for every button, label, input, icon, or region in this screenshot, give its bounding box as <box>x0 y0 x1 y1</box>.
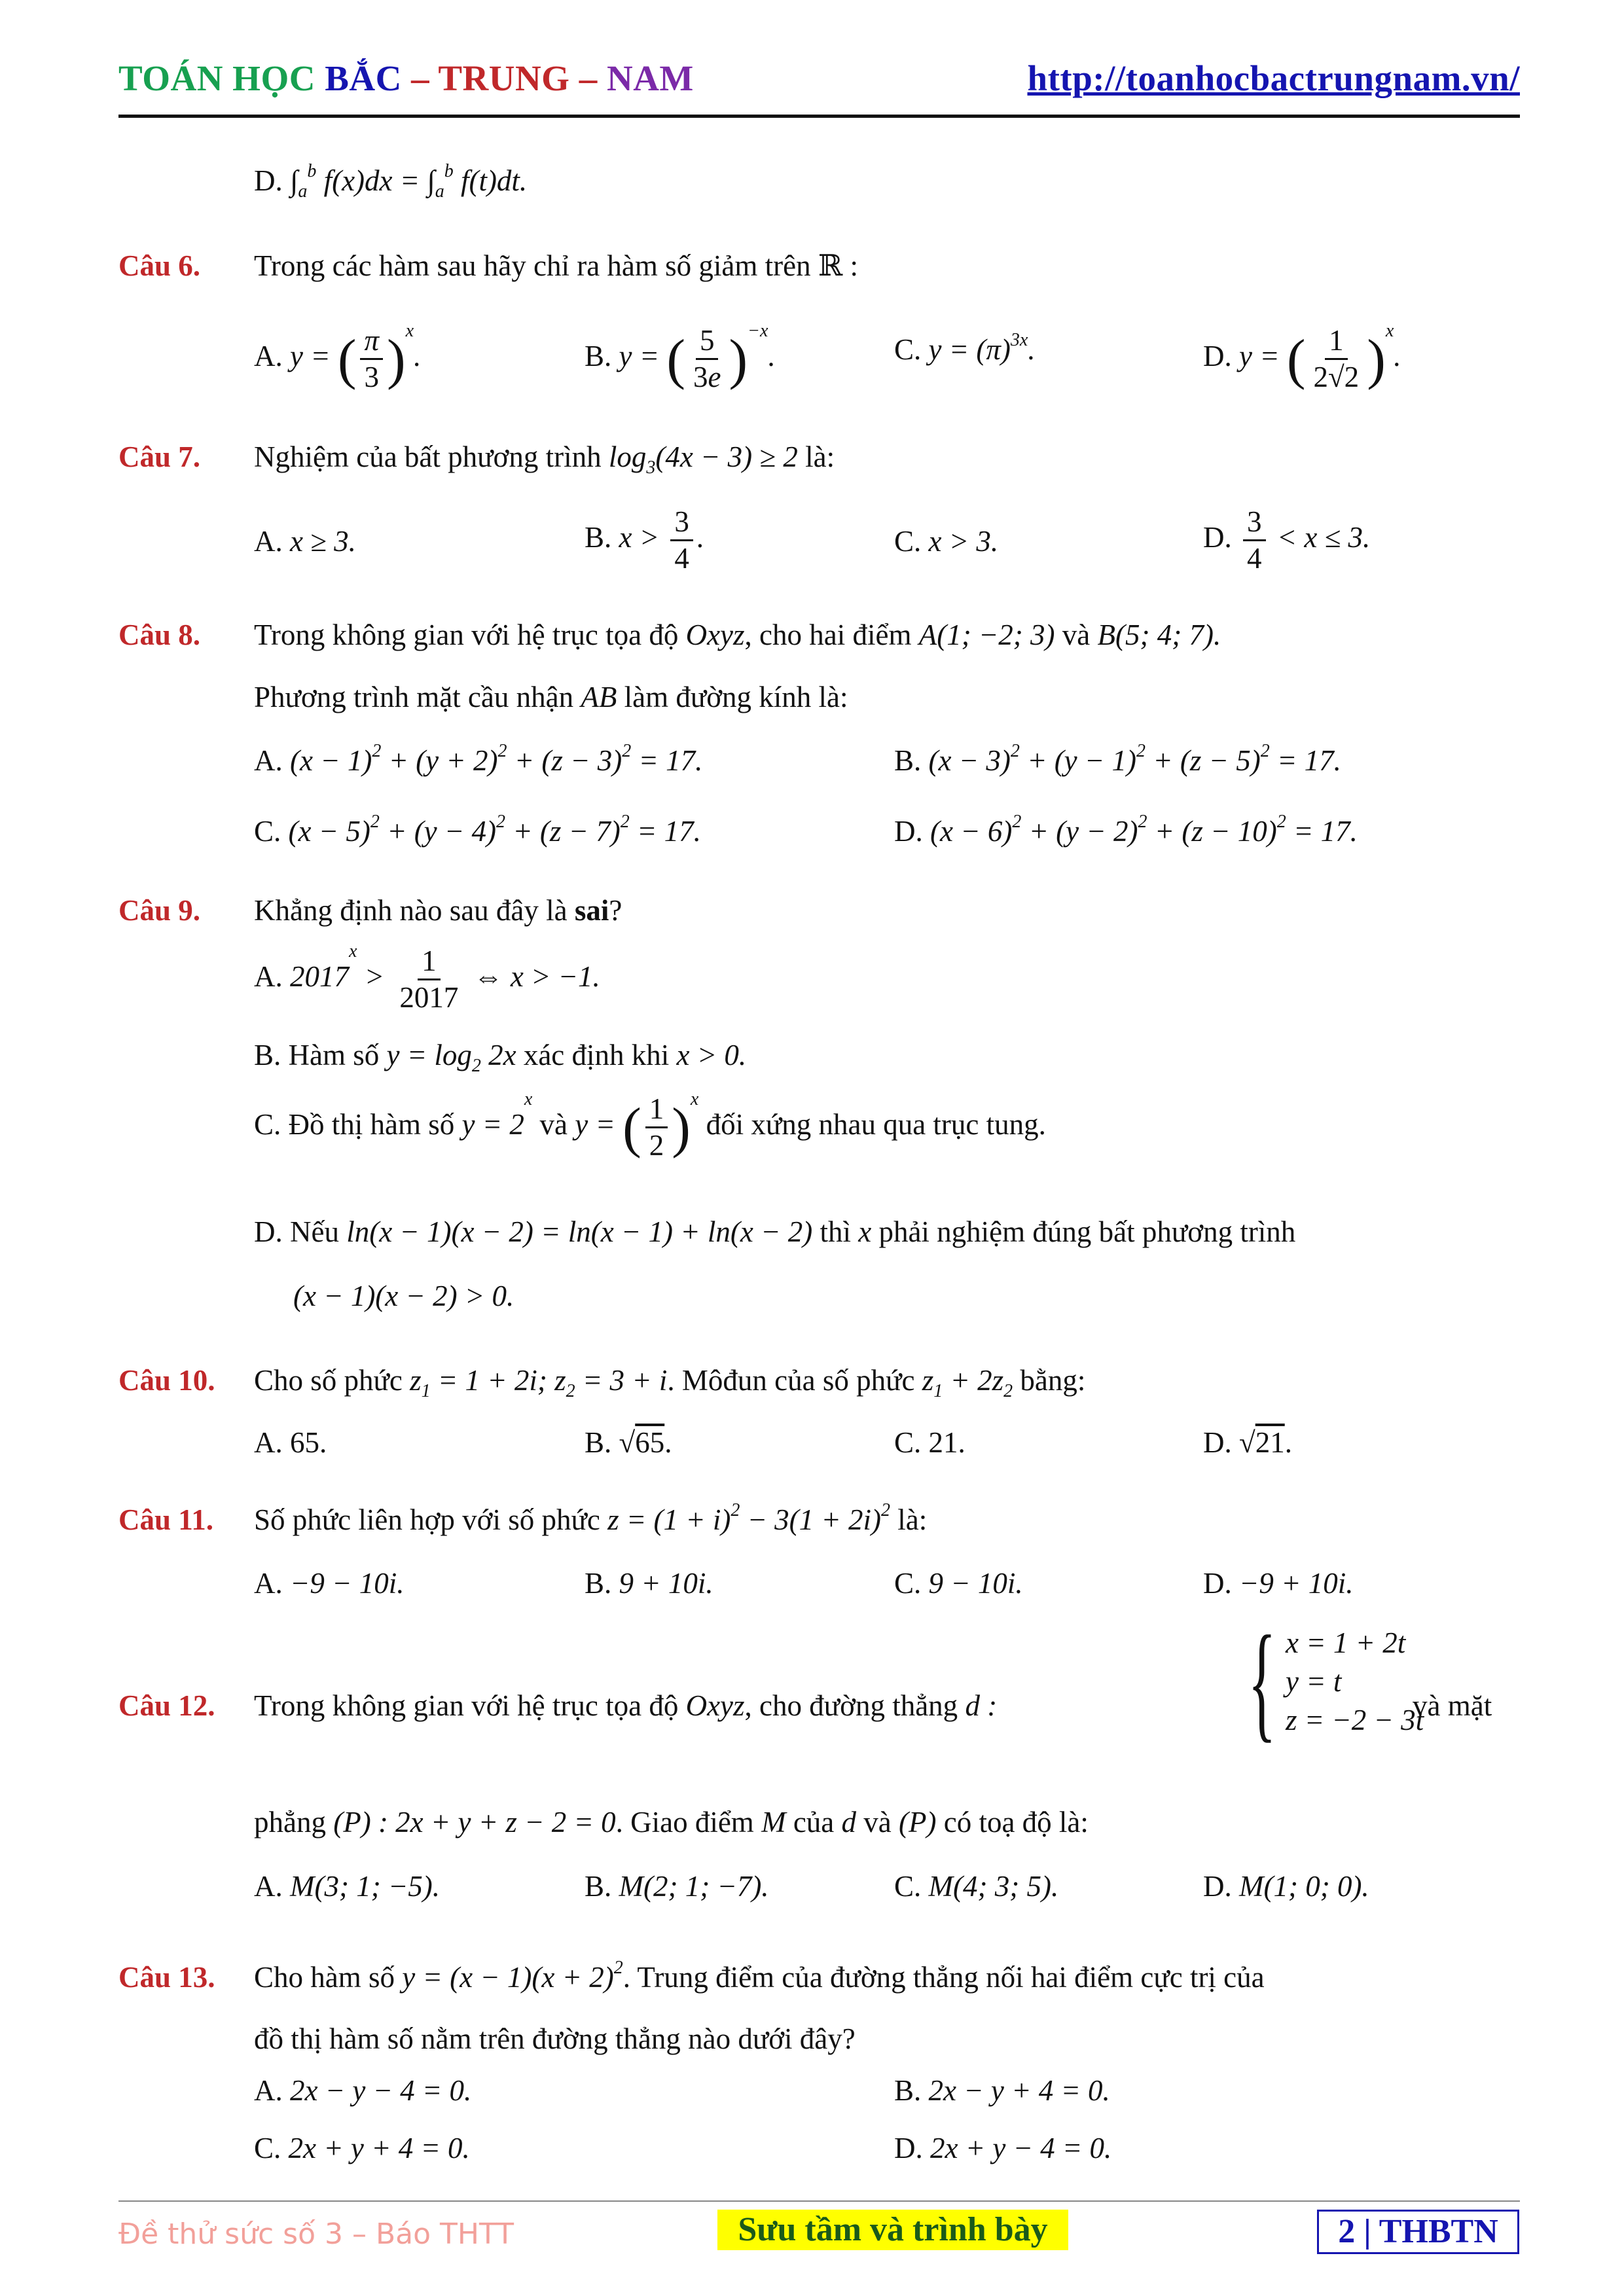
q11-text-pre: Số phức liên hợp với số phức <box>254 1503 600 1536</box>
q8-option-c: C. $(x - 5)^2 + (y - 4)^2 + (z - 7)^2 = 17$. <box>254 812 701 848</box>
q13-option-a: A. 2x − y − 4 = 0. <box>254 2074 472 2107</box>
q12-d-label: D. <box>1203 1870 1232 1903</box>
q11-option-d: D. −9 + 10i. <box>1203 1567 1354 1600</box>
q13-text-post: . Trung điểm của đường thẳng nối hai điểm cực trị của <box>623 1961 1265 1994</box>
q12-line1-mid: , cho đường thẳng <box>744 1689 958 1722</box>
header-title-part4: NAM <box>606 58 694 98</box>
q9-option-d-line2: (x − 1)(x − 2) > 0. <box>293 1280 514 1312</box>
q12-option-d: D. M(1; 0; 0). <box>1203 1870 1369 1903</box>
q7-text: Nghiệm của bất phương trình $\log_3(4x - 3) \ge 2$ là: <box>254 440 835 478</box>
q11-a-label: A. <box>254 1567 283 1600</box>
header-title-part3: TRUNG <box>438 58 570 98</box>
q10-option-d: D. √21. <box>1203 1426 1292 1459</box>
q7-b-label: B. <box>585 520 612 554</box>
q13-option-c: C. 2x + y + 4 = 0. <box>254 2132 470 2164</box>
footer-source: Đề thử sức số 3 – Báo THTT <box>118 2217 514 2251</box>
q8-option-d: D. $(x - 6)^2 + (y - 2)^2 + (z - 10)^2 = 17$. <box>894 812 1358 848</box>
q12-line2-post: có toạ độ là: <box>943 1806 1089 1839</box>
q12-line1: Trong không gian với hệ trục tọa độ Oxyz, cho đường thẳng d : <box>254 1689 998 1722</box>
q12-b-label: B. <box>585 1870 612 1903</box>
q9-text <box>254 896 622 925</box>
q9-option-b: B. Hàm số $y = \log_2 2x$ xác định khi x > 0. <box>254 1039 747 1076</box>
q9-a-label: A. <box>254 960 283 993</box>
q9-option-a: A. $2017^x$ > $\frac{1}{2017}$ ⇔ x > −1. <box>254 941 600 1014</box>
q13-option-b: B. 2x − y + 4 = 0. <box>894 2074 1110 2107</box>
header-rule <box>118 115 1520 118</box>
q8-line1-and: và <box>1062 619 1091 651</box>
q10-text-post: bằng: <box>1020 1364 1086 1397</box>
q6-label: Câu 6. <box>118 249 201 282</box>
q8-line2: Phương trình mặt cầu nhận AB làm đường kính là: <box>254 681 848 713</box>
footer-rule <box>118 2200 1520 2202</box>
q10-label: Câu 10. <box>118 1364 215 1397</box>
q10-option-a: A. 65. <box>254 1426 327 1459</box>
q10-text-mid: . Môđun của số phức <box>667 1364 915 1397</box>
q6-b-label: B. <box>585 339 612 372</box>
footer-credit: Sưu tầm và trình bày <box>717 2210 1068 2250</box>
q9-d-mid: thì <box>820 1215 851 1248</box>
q6-text <box>254 251 858 281</box>
q6-c-label: C. <box>894 333 922 366</box>
q11-label: Câu 11. <box>118 1503 214 1536</box>
q13-line2: đồ thị hàm số nằm trên đường thẳng nào dưới đây? <box>254 2022 856 2055</box>
q8-a-label: A. <box>254 744 283 777</box>
q6-a-label: A. <box>254 339 283 372</box>
q12-label: Câu 12. <box>118 1689 215 1722</box>
q13-a-label: A. <box>254 2074 283 2107</box>
q8-line1-mid: , cho hai điểm <box>744 619 912 651</box>
q9-c-pre: C. Đồ thị hàm số <box>254 1107 455 1141</box>
q9-text-pre: Khẳng định nào sau đây là <box>254 894 568 927</box>
q10-a-label: A. <box>254 1426 283 1459</box>
q6-set-symbol: ℝ <box>818 249 843 282</box>
q6-text-suffix: : <box>850 249 859 282</box>
q13-d-label: D. <box>894 2132 923 2164</box>
q7-label: Câu 7. <box>118 440 201 473</box>
q12-line2-mid: . Giao điểm <box>615 1806 754 1839</box>
q12-line2-and: và <box>863 1806 892 1839</box>
header-url-link[interactable]: http://toanhocbactrungnam.vn/ <box>1027 58 1520 98</box>
q7-d-label: D. <box>1203 520 1232 554</box>
q12-line1-post: và mặt <box>1413 1689 1492 1722</box>
q8-option-b: B. $(x - 3)^2 + (y - 1)^2 + (z - 5)^2 = 17$. <box>894 741 1341 777</box>
q11-b-label: B. <box>585 1567 612 1600</box>
q7-option-b: B. x > $\frac{3}{4}$ . <box>585 505 705 575</box>
q12-line2-of: của <box>793 1806 835 1839</box>
q10-d-label: D. <box>1203 1426 1232 1459</box>
q11-option-a: A. −9 − 10i. <box>254 1567 405 1600</box>
header-sep2: – <box>569 58 607 98</box>
q13-line1: Cho hàm số $y = (x - 1)(x + 2)^2$. Trung điểm của đường thẳng nối hai điểm cực trị của <box>254 1958 1265 1994</box>
q8-label: Câu 8. <box>118 619 201 651</box>
q10-option-b: B. √65. <box>585 1426 672 1459</box>
q13-option-d: D. 2x + y − 4 = 0. <box>894 2132 1112 2164</box>
q6-option-a: A. y = ( $\frac{\pi}{3}$ )$^x$. <box>254 321 422 393</box>
q6-d-label: D. <box>1203 339 1232 372</box>
q6-option-b: B. y = ( $\frac{5}{3e}$ )$^{-x}$. <box>585 321 776 393</box>
q13-label: Câu 13. <box>118 1961 215 1994</box>
q12-line-system: { x = 1 + 2t y = t z = −2 − 3t <box>1248 1609 1424 1754</box>
q12-option-c: C. M(4; 3; 5). <box>894 1870 1059 1903</box>
q8-c-label: C. <box>254 815 281 848</box>
q9-d-pre: D. Nếu <box>254 1215 339 1248</box>
q7-text-pre: Nghiệm của bất phương trình <box>254 440 602 473</box>
q12-line1-pre: Trong không gian với hệ trục tọa độ <box>254 1689 679 1722</box>
q12-line2-pre: phẳng <box>254 1806 326 1839</box>
q9-text-post: ? <box>609 894 623 927</box>
q6-option-d: D. y = ( $\frac{1}{2√2}$ )$^x$. <box>1203 321 1401 393</box>
q8-line2-post: làm đường kính là: <box>624 681 848 713</box>
q10-option-c: C. 21. <box>894 1426 965 1459</box>
q12-option-b: B. M(2; 1; −7). <box>585 1870 769 1903</box>
q10-text-pre: Cho số phức <box>254 1364 403 1397</box>
q7-option-a: A. x ≥ 3. <box>254 525 356 558</box>
q9-c-and: và <box>539 1107 568 1141</box>
q11-text: Số phức liên hợp với số phức $z = (1 + i)^2 - 3(1 + 2i)^2$ là: <box>254 1500 928 1536</box>
q9-c-post: đối xứng nhau qua trục tung. <box>706 1107 1046 1141</box>
q11-d-label: D. <box>1203 1567 1232 1600</box>
q9-option-c: C. Đồ thị hàm số $y = 2^x$ và y = ( $\frac{1}{2}$ )$^x$ đối xứng nhau qua trục tung. <box>254 1089 1046 1162</box>
q12-option-a: A. M(3; 1; −5). <box>254 1870 441 1903</box>
q6-text-main: Trong các hàm sau hãy chỉ ra hàm số giảm trên <box>254 249 811 282</box>
q11-c-label: C. <box>894 1567 922 1600</box>
q6-option-c: C. $y = (\pi)^{3x}$. <box>894 330 1036 366</box>
footer-page-number: 2 | THBTN <box>1317 2210 1519 2254</box>
q12-line2: phẳng (P) : 2x + y + z − 2 = 0. Giao điểm M của d và (P) có toạ độ là: <box>254 1806 1089 1839</box>
q7-option-c: C. x > 3. <box>894 525 999 558</box>
q11-option-b: B. 9 + 10i. <box>585 1567 713 1600</box>
q10-b-label: B. <box>585 1426 612 1459</box>
q7-a-label: A. <box>254 525 283 558</box>
q10-c-label: C. <box>894 1426 922 1459</box>
q5-option-d: D. $\int_a^b$ $f(x)dx = \int_a^b$ f(t)dt. <box>254 161 528 202</box>
q9-option-d: D. Nếu ln(x − 1)(x − 2) = ln(x − 1) + ln(x − 2) thì x phải nghiệm đúng bất phương trình <box>254 1215 1296 1248</box>
q13-c-label: C. <box>254 2132 281 2164</box>
q9-b-post: xác định khi <box>523 1039 670 1071</box>
q7-option-d: D. $\frac{3}{4}$ < x ≤ 3. <box>1203 505 1371 575</box>
q10-text: Cho số phức $z_1 = 1 + 2i$; $z_2 = 3 + i$. Môđun của số phức $z_1 + 2z_2$ bằng: <box>254 1364 1086 1401</box>
header-title-part2: BẮC <box>325 58 402 98</box>
q7-c-label: C. <box>894 525 922 558</box>
q8-option-a: A. $(x - 1)^2 + (y + 2)^2 + (z - 3)^2 = 17$. <box>254 741 703 777</box>
q9-b-pre: B. Hàm số <box>254 1039 380 1071</box>
q8-b-label: B. <box>894 744 922 777</box>
q8-line1: Trong không gian với hệ trục tọa độ Oxyz, cho hai điểm A(1; −2; 3) và B(5; 4; 7). <box>254 619 1221 651</box>
q11-option-c: C. 9 − 10i. <box>894 1567 1023 1600</box>
header-sep1: – <box>401 58 439 98</box>
q8-d-label: D. <box>894 815 923 848</box>
q8-line2-pre: Phương trình mặt cầu nhận <box>254 681 574 713</box>
q8-line1-pre: Trong không gian với hệ trục tọa độ <box>254 619 679 651</box>
q9-d-post: phải nghiệm đúng bất phương trình <box>878 1215 1296 1248</box>
q13-b-label: B. <box>894 2074 922 2107</box>
header-title <box>118 58 694 99</box>
q9-label: Câu 9. <box>118 894 201 927</box>
q5-option-d-label: D. <box>254 164 283 197</box>
q11-text-post: là: <box>897 1503 928 1536</box>
header-title-part1: TOÁN HỌC <box>118 58 325 98</box>
q12-c-label: C. <box>894 1870 922 1903</box>
q13-text-pre: Cho hàm số <box>254 1961 395 1994</box>
q9-text-bold: sai <box>574 894 609 927</box>
q12-a-label: A. <box>254 1870 283 1903</box>
q7-text-post: là: <box>805 440 835 473</box>
